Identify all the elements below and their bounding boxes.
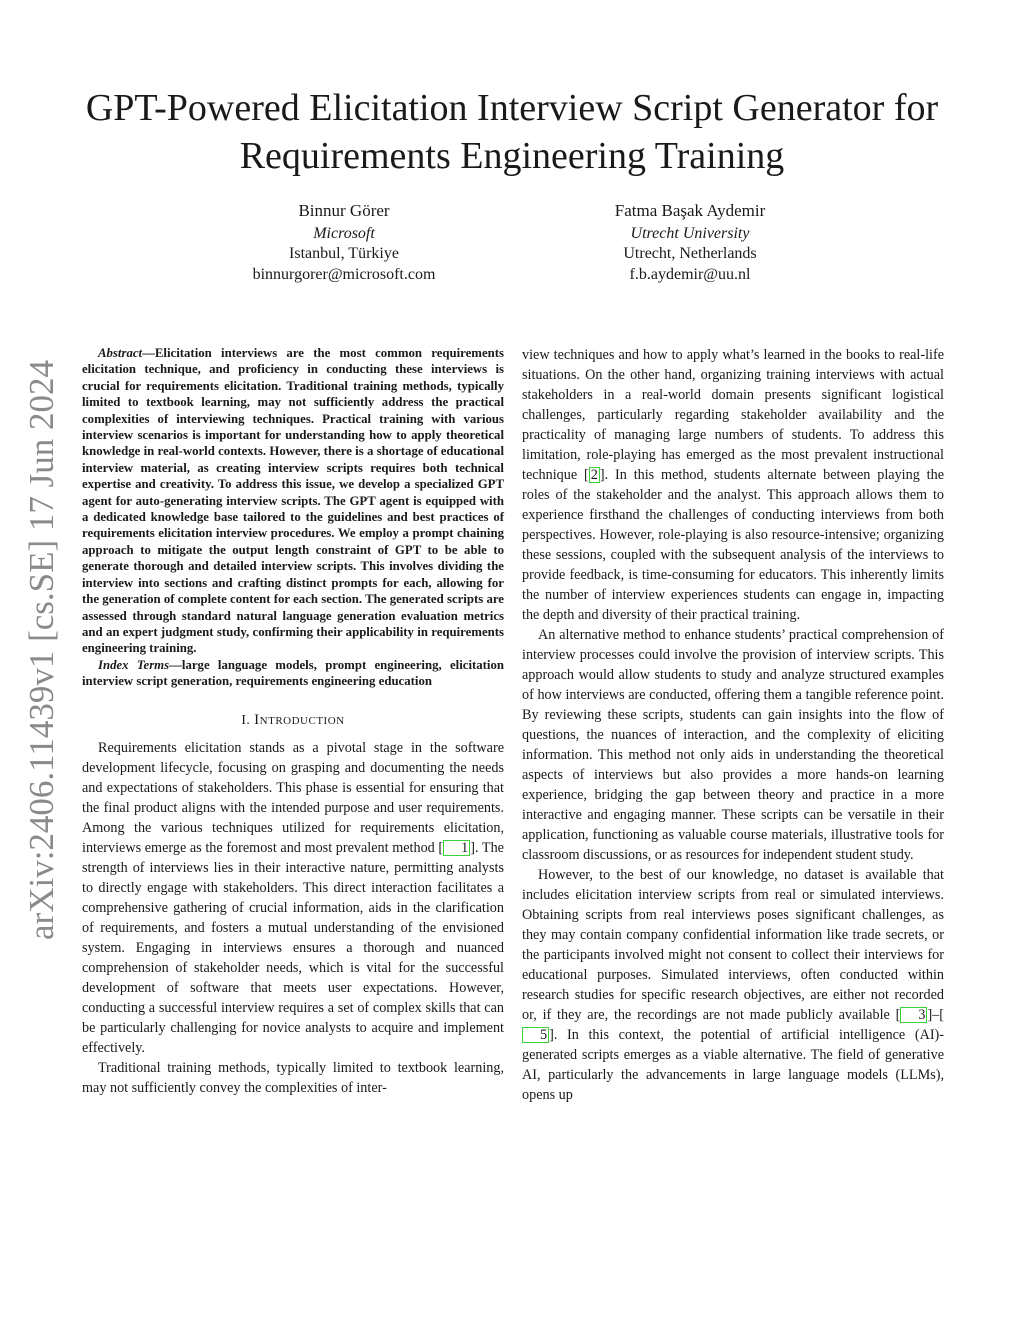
- paragraph: However, to the best of our knowledge, no dataset is available that includes elicitation interview scripts from real or simulated interviews. Obtaining scripts from real interviews poses significant challenges, as they may contain company confidential information like trade secrets, or the participants involved might not consent to collect their interviews for educational purposes. Simulated interviews, often conducted within research studies for specific research objectives, are either not recorded or, if they are, the recordings are not made publicly available [ 3 ]–[5 ]. In this context, the potential of artificial intelligence (AI)-generated scripts emerges as a viable alternative. The field of generative AI, particularly the advancements in large language models (LLMs), opens up: [522, 867, 944, 1103]
- paragraph-text: However, to the best of our knowledge, no dataset is available that includes elicitation interview scripts from real or simulated interviews. Obtaining scripts from real interviews poses significant challenges, as they may contain company confidential information like trade secrets, or the participants involved might not consent to collect their interviews for educational purposes. Simulated interviews, often conducted within research studies for specific research objectives, are either not recorded or, if they are, the recordings are not made publicly available: [522, 867, 944, 1023]
- arxiv-identifier: arXiv:2406.11439v1 [cs.SE] 17 Jun 2024: [22, 359, 61, 940]
- paragraph-text: view techniques and how to apply what’s learned in the books to real-life situations. On the other hand, organizing training interviews with actual stakeholders in a real-world domain presents significant logistical challenges, particularly regarding stakeholder availability and the practicality of managing large numbers of students. To address this limitation, role-playing has emerged as the most prevalent instructional technique: [522, 347, 944, 483]
- paragraph: Traditional training methods, typically limited to textbook learning, may not sufficiently convey the complexities of inter-: [82, 1059, 504, 1096]
- paragraph-text: Requirements elicitation stands as a pivotal stage in the software development lifecycle, focusing on grasping and documenting the needs and expectations of stakeholders. This phase is essential for ensuring that the final product aligns with the intended purpose and user requirements. Among the various techniques utilized for requirements elicitation, interviews emerge as the foremost and most prevalent method: [82, 739, 504, 856]
- abstract: [82, 345, 504, 657]
- paragraph-text: . The strength of interviews lies in their interactive nature, permitting analysts to directly engage with stakeholders. This direct interaction facilitates a comprehensive gathering of crucial information, aids in the clarification of requirements, and fosters a mutual understanding of the envisioned system. Engaging in interviews ensures a thorough and nuanced comprehension of stakeholder needs, which is vital for the successful development of software that meets user expectations. However, conducting a successful interview requires a set of complex skills that can be particularly challenging for novice analysts to acquire and implement effectively.: [82, 839, 504, 1056]
- author-affiliation: Microsoft: [313, 224, 375, 242]
- author-location: Istanbul, Türkiye: [289, 245, 399, 262]
- section-title: Introduction: [254, 711, 345, 728]
- citation-link[interactable]: 2: [590, 467, 598, 483]
- index-terms-text: —large language models, prompt engineering, elicitation interview script generation, requirements engineering education: [82, 657, 505, 689]
- citation-link[interactable]: 1: [443, 840, 470, 856]
- paragraph: view techniques and how to apply what’s learned in the books to real-life situations. On the other hand, organizing training interviews with actual stakeholders in a real-world domain presents significant logistical challenges, particularly regarding stakeholder availability and the practicality of managing large numbers of students. To address this limitation, role-playing has emerged as the most prevalent instructional technique [ 2 ]. In this method, students alternate between playing the roles of the stakeholder and the analyst. This approach allows them to experience firsthand the challenges of conducting interviews from both perspectives. However, role-playing is also resource-intensive; organizing these sessions, coupled with the subsequent analysis of the interviews to provide feedback, is time-consuming for educators. This inherently limits the number of interview experiences students can engage in, impacting the depth and diversity of their practical training.: [522, 347, 944, 623]
- author-block: [540, 201, 840, 285]
- right-column: [522, 345, 944, 1105]
- paragraph-text: . In this context, the potential of artificial intelligence (AI)-generated scripts emerges as a viable alternative. The field of generative AI, particularly the advancements in large language models (LLMs), opens up: [522, 1027, 944, 1103]
- author-email[interactable]: binnurgorer@microsoft.com: [252, 265, 436, 283]
- paragraph-text: . In this method, students alternate between playing the roles of the stakeholder and the analyst. This approach allows them to experience firsthand the challenges of conducting interviews from both perspectives. However, role-playing is also resource-intensive; organizing these sessions, coupled with the subsequent analysis of the interviews to provide feedback, is time-consuming for educators. This inherently limits the number of interview experiences students can engage in, impacting the depth and diversity of their practical training.: [522, 467, 944, 623]
- abstract-label: Abstract: [98, 346, 143, 360]
- author-affiliation: Utrecht University: [630, 224, 750, 242]
- citation-link[interactable]: 5: [522, 1027, 549, 1043]
- abstract-text: —Elicitation interviews are the most common requirements elicitation technique, and proficiency in conducting these interviews is crucial for requirements elicitation. Traditional training methods, typically limited to textbook learning, may not sufficiently address the practical complexities of interviewing techniques. Practical training with various interview scenarios is important for understanding how to apply theoretical knowledge in real-world contexts. However, there is a shortage of educational interview material, as creating interview scripts requires both technical expertise and creativity. To address this issue, we develop a specialized GPT agent for auto-generating interview scripts. The GPT agent is equipped with a dedicated knowledge base tailored to the guidelines and best practices of requirements elicitation interview procedures. We employ a prompt chaining approach to mitigate the output length constraint of GPT to be able to generate thorough and detailed interview scripts. This involves dividing the interview into sections and crafting distinct prompts for each, allowing for the generation of complete content for each section. The generated scripts are assessed through standard natural language generation evaluation metrics and an expert judgment study, confirming their applicability in requirements engineering training.: [82, 346, 504, 656]
- author-name: Fatma Başak Aydemir: [614, 201, 766, 220]
- paragraph: An alternative method to enhance students’ practical comprehension of interview processes could involve the provision of interview scripts. This approach would allow students to study and analyze structured examples of how interviews are conducted, offering them a tangible reference point. By reviewing these scripts, students can gain insights into the flow of questions, the nuances of interaction, and the complexity of eliciting information. This method not only aids in understanding the theoretical aspects of interviews but also provides a more hands-on learning experience, bridging the gap between theory and practice in a more interactive and engaging manner. These scripts can be versatile in their application, functioning as valuable course materials, illustrative tools for classroom discussions, or as resources for independent student study.: [522, 627, 944, 863]
- index-terms: [82, 657, 504, 690]
- author-email[interactable]: f.b.aydemir@uu.nl: [629, 265, 751, 283]
- citation-range-dash: –: [932, 1007, 940, 1023]
- index-terms-label: Index Terms: [98, 657, 170, 672]
- paragraph: Requirements elicitation stands as a pivotal stage in the software development lifecycle, focusing on grasping and documenting the needs and expectations of stakeholders. This phase is essential for ensuring that the final product aligns with the intended purpose and user requirements. Among the various techniques utilized for requirements elicitation, interviews emerge as the foremost and most prevalent method [ 1 ]. The strength of interviews lies in their interactive nature, permitting analysts to directly engage with stakeholders. This direct interaction facilitates a comprehensive gathering of crucial information, aids in the clarification of requirements, and fosters a mutual understanding of the envisioned system. Engaging in interviews ensures a thorough and nuanced comprehension of stakeholder needs, which is vital for the successful development of software that meets user expectations. However, conducting a successful interview requires a set of complex skills that can be particularly challenging for novice analysts to acquire and implement effectively.: [82, 739, 504, 1056]
- section-heading: [82, 710, 504, 730]
- author-name: Binnur Görer: [298, 201, 390, 220]
- section-number: I.: [241, 711, 251, 727]
- author-block: [194, 201, 494, 285]
- paper-title: GPT-Powered Elicitation Interview Script Generator for Requirements Engineering Training: [85, 87, 939, 177]
- citation-link[interactable]: 3: [900, 1007, 927, 1023]
- author-location: Utrecht, Netherlands: [623, 245, 757, 262]
- left-column: [82, 345, 504, 1098]
